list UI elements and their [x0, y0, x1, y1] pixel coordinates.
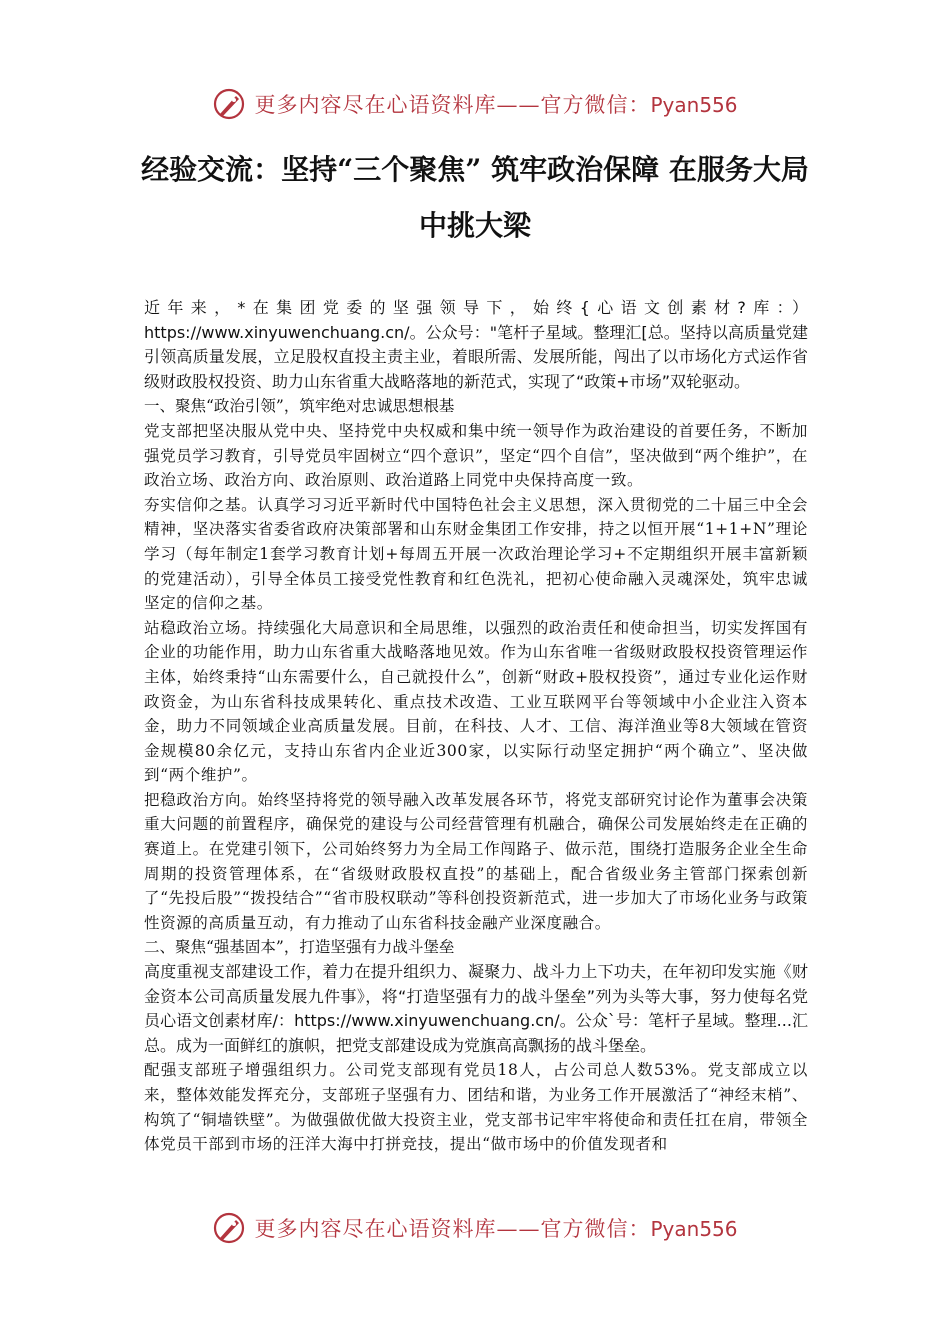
document-title: 经验交流：坚持“三个聚焦” 筑牢政治保障 在服务大局中挑大梁	[141, 153, 809, 242]
watermark-banner-bottom	[0, 1208, 950, 1248]
watermark-text: 更多内容尽在心语资料库——官方微信：Pyan556	[254, 93, 738, 117]
section-heading-2: 二、聚焦“强基固本”，打造坚强有力战斗堡垒	[144, 938, 455, 957]
body-paragraph: 把稳政治方向。始终坚持将党的领导融入改革发展各环节，将党支部研究讨论作为董事会决策重大问题的前置程序，确保党的建设与公司经营管理有机融合，确保公司发展始终走在正确的赛道上。在党建引领下，公司始终努力为全局工作闯路子、做示范，围绕打造服务企业全生命周期的投资管理体系，在“省级财政股权直投”的基础上，配合省级业务主管部门探索创新了“先投后股”“拨投结合”“省市股权联动”等科创投资新范式，进一步加大了市场化业务与政策性资源的高质量互动，有力推动了山东省科技金融产业深度融合。	[144, 790, 808, 932]
body-paragraph: 站稳政治立场。持续强化大局意识和全局思维，以强烈的政治责任和使命担当，切实发挥国有企业的功能作用，助力山东省重大战略落地见效。作为山东省唯一省级财政股权投资管理运作主体，始终秉持“山东需要什么，自己就投什么”，创新“财政+股权投资”，通过专业化运作财政资金，为山东省科技成果转化、重点技术改造、工业互联网平台等领域中小企业注入资本金，助力不同领域企业高质量发展。目前，在科技、人才、工信、海洋渔业等8大领域在管资金规模80余亿元，支持山东省内企业近300家，以实际行动坚定拥护“两个确立”、坚决做到“两个维护”。	[144, 618, 808, 785]
section-heading-1: 一、聚焦“政治引领”，筑牢绝对忠诚思想根基	[144, 397, 455, 416]
watermark-text: 更多内容尽在心语资料库——官方微信：Pyan556	[254, 1217, 738, 1241]
intro-paragraph: 近年来，*在集团党委的坚强领导下，始终{心语文创素材?库：）https://www.xinyuwenchuang.cn/。公众号："笔杆子星域。整理汇[总。坚持以高质量党建引领高质量发展，立足股权直投主责主业，着眼所需、发展所能，闯出了以市场化方式运作省级财政股权投资、助力山东省重大战略落地的新范式，实现了“政策+市场”双轮驱动。	[144, 298, 808, 391]
wechat-id: Pyan556	[650, 93, 738, 117]
pen-logo-icon	[212, 87, 246, 121]
body-paragraph: 配强支部班子增强组织力。公司党支部现有党员18人，占公司总人数53%。党支部成立以来，整体效能发挥充分，支部班子坚强有力、团结和谐，为业务工作开展激活了“神经末梢”、构筑了“铜墙铁壁”。为做强做优做大投资主业，党支部书记牢牢将使命和责任扛在肩，带领全体党员干部到市场的汪洋大海中打拼竞技，提出“做市场中的价值发现者和	[144, 1061, 808, 1154]
wechat-id: Pyan556	[650, 1217, 738, 1241]
document-body	[144, 296, 808, 1196]
watermark-banner-top	[0, 84, 950, 124]
body-paragraph: 高度重视支部建设工作，着力在提升组织力、凝聚力、战斗力上下功夫，在年初印发实施《财金资本公司高质量发展九件事》，将“打造坚强有力的战斗堡垒”列为头等大事，努力使每名党员心语文创素材库/：https://www.xinyuwenchuang.cn/。公众`号：笔杆子星域。整理...汇总。成为一面鲜红的旗帜，把党支部建设成为党旗高高飘扬的战斗堡垒。	[144, 962, 808, 1055]
pen-logo-icon	[212, 1211, 246, 1245]
body-paragraph: 夯实信仰之基。认真学习习近平新时代中国特色社会主义思想，深入贯彻党的二十届三中全会精神，坚决落实省委省政府决策部署和山东财金集团工作安排，持之以恒开展“1+1+N”理论学习（每年制定1套学习教育计划+每周五开展一次政治理论学习+不定期组织开展丰富新颖的党建活动），引导全体员工接受党性教育和红色洗礼，把初心使命融入灵魂深处，筑牢忠诚坚定的信仰之基。	[144, 495, 808, 613]
body-paragraph: 党支部把坚决服从党中央、坚持党中央权威和集中统一领导作为政治建设的首要任务，不断加强党员学习教育，引导党员牢固树立“四个意识”，坚定“四个自信”，坚决做到“两个维护”，在政治立场、政治方向、政治原则、政治道路上同党中央保持高度一致。	[144, 421, 808, 490]
